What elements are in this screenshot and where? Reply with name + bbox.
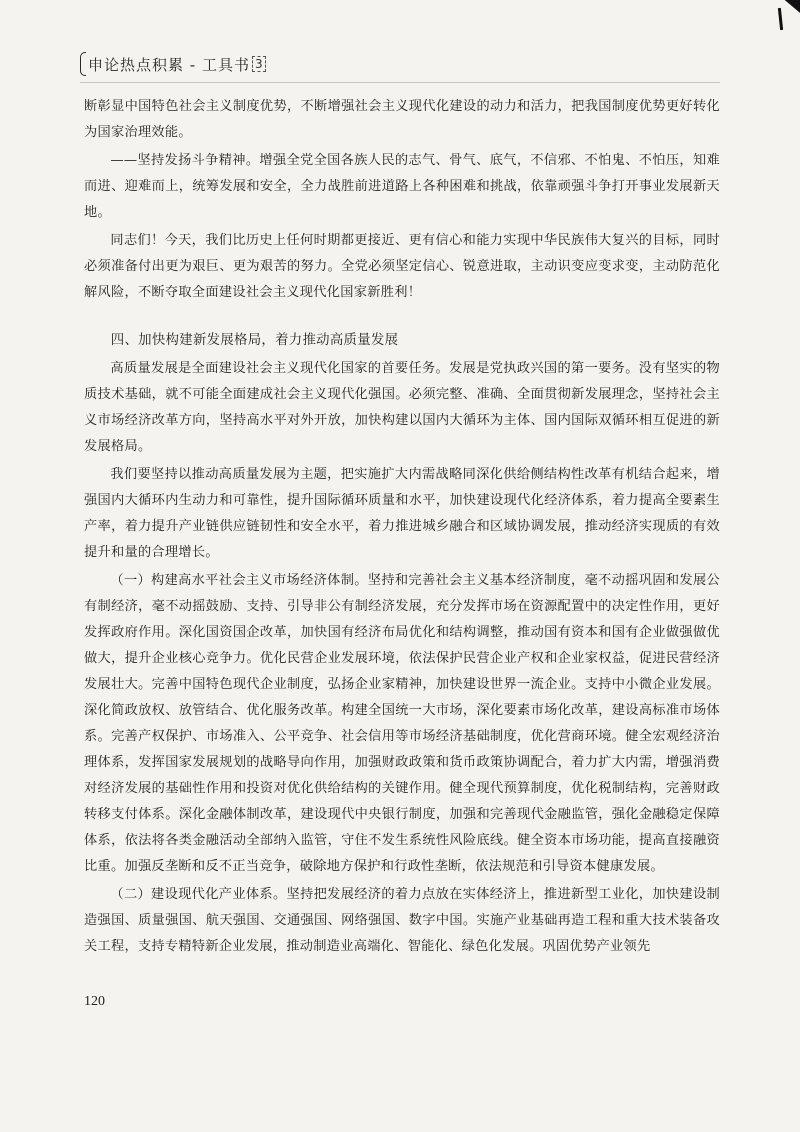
paragraph: （一）构建高水平社会主义市场经济体制。坚持和完善社会主义基本经济制度，毫不动摇巩固和发展公有制经济，毫不动摇鼓励、支持、引导非公有制经济发展，充分发挥市场在资源配置中的决定性作用，更好发挥政府作用。深化国资国企改革，加快国有经济布局优化和结构调整，推动国有资本和国有企业做强做优做大，提升企业核心竞争力。优化民营企业发展环境，依法保护民营企业产权和企业家权益，促进民营经济发展壮大。完善中国特色现代企业制度，弘扬企业家精神，加快建设世界一流企业。支持中小微企业发展。深化简政放权、放管结合、优化服务改革。构建全国统一大市场，深化要素市场化改革，建设高标准市场体系。完善产权保护、市场准入、公平竞争、社会信用等市场经济基础制度，优化营商环境。健全宏观经济治理体系，发挥国家发展规划的战略导向作用，加强财政政策和货币政策协调配合，着力扩大内需，增强消费对经济发展的基础性作用和投资对优化供给结构的关键作用。健全现代预算制度，优化税制结构，完善财政转移支付体系。深化金融体制改革，建设现代中央银行制度，加强和完善现代金融监管，强化金融稳定保障体系，依法将各类金融活动全部纳入监管，守住不发生系统性风险底线。健全资本市场功能，提高直接融资比重。加强反垄断和反不正当竞争，破除地方保护和行政性垄断，依法规范和引导资本健康发展。 [84,573,720,874]
running-header [80,52,266,76]
paragraph: ——坚持发扬斗争精神。增强全党全国各族人民的志气、骨气、底气，不信邪、不怕鬼、不怕压，知难而进、迎难而上，统筹发展和安全，全力战胜前进道路上各种困难和挑战，依靠顽强斗争打开事业发展新天地。 [84,153,720,220]
header-bracket-icon [80,52,86,76]
paragraph: 同志们！今天，我们比历史上任何时期都更接近、更有信心和能力实现中华民族伟大复兴的目标，同时必须准备付出更为艰巨、更为艰苦的努力。全党必须坚定信心、锐意进取，主动识变应变求变，主动防范化解风险，不断夺取全面建设社会主义现代化国家新胜利！ [84,233,720,300]
header-title: 申论热点积累 - 工具书 [88,55,250,74]
paragraph: 我们要坚持以推动高质量发展为主题，把实施扩大内需战略同深化供给侧结构性改革有机结合起来，增强国内大循环内生动力和可靠性，提升国际循环质量和水平，加快建设现代化经济体系，着力提高全要素生产率，着力提升产业链供应链韧性和安全水平，着力推进城乡融合和区域协调发展，推动经济实现质的有效提升和量的合理增长。 [84,467,720,560]
paragraph: （二）建设现代化产业体系。坚持把发展经济的着力点放在实体经济上，推进新型工业化，加快建设制造强国、质量强国、航天强国、交通强国、网络强国、数字中国。实施产业基础再造工程和重大技术装备攻关工程，支持专精特新企业发展，推动制造业高端化、智能化、绿色化发展。巩固优势产业领先 [84,887,720,954]
header-volume-mark: 3 [252,56,266,72]
paragraph: 高质量发展是全面建设社会主义现代化国家的首要任务。发展是党执政兴国的第一要务。没有坚实的物质技术基础，就不可能全面建成社会主义现代化强国。必须完整、准确、全面贯彻新发展理念，坚持社会主义市场经济改革方向，坚持高水平对外开放，加快构建以国内大循环为主体、国内国际双循环相互促进的新发展格局。 [84,361,720,454]
header-divider [80,82,720,83]
page-number: 120 [84,994,105,1009]
body-text [84,94,720,962]
section-heading: 四、加快构建新发展格局，着力推动高质量发展 [110,333,399,348]
scan-corner-shadow [780,0,800,18]
paragraph-continued: 断彰显中国特色社会主义制度优势，不断增强社会主义现代化建设的动力和活力，把我国制度优势更好转化为国家治理效能。 [84,99,720,140]
scan-edge-artifact [760,0,800,40]
